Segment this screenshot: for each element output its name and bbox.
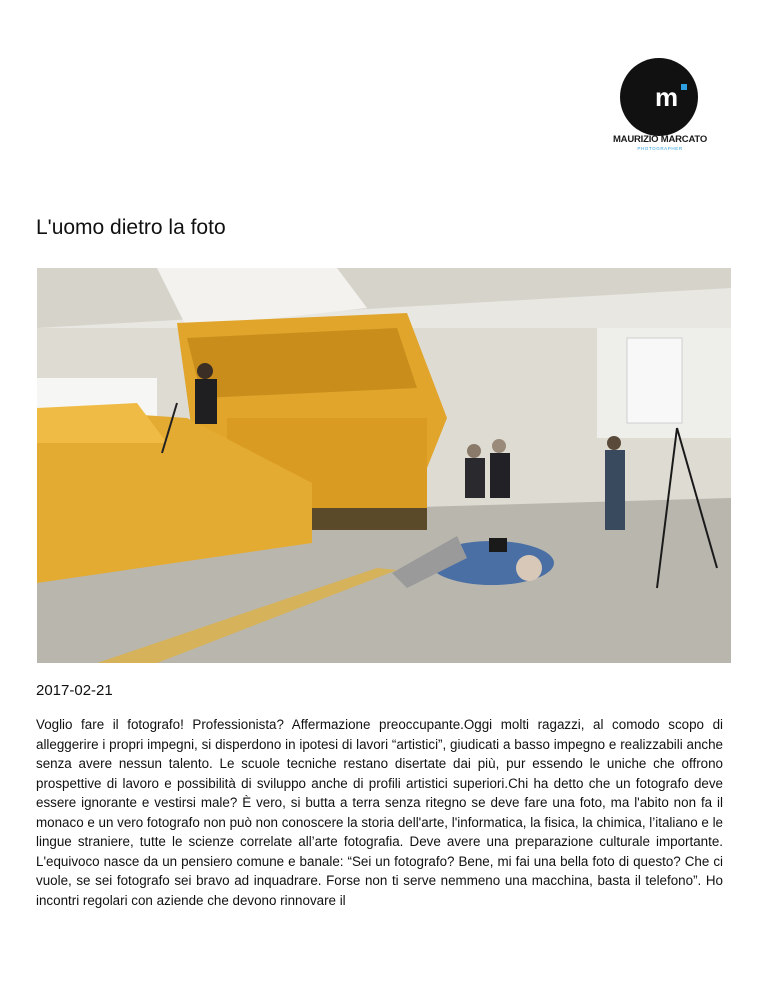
logo-name: MAURIZIO MARCATO [612,134,708,145]
person-on-machine-body [195,379,217,424]
person-1-head [467,444,481,458]
person-3-head [607,436,621,450]
person-2-body [490,453,510,498]
logo-tagline: PHOTOGRAPHER [637,146,683,151]
article-photo [37,268,731,663]
brand-logo [604,58,716,154]
article-body: Voglio fare il fotografo! Professionista? Affermazione preoccupante.Oggi molti ragazzi, al comodo scopo di alleggerire i propri impegni, si disperdono in ipotesi di lavori “artistici”, giudicati a basso impegno e realizzabili anche senza avere nessun talento. Le scuole tecniche restano disertate dai più, pur essendo le uniche che offrono prospettive di lavoro e possibilità di sviluppo anche di profili artistici superiori.Chi ha detto che un fotografo deve essere ignorante e vestirsi male? È vero, si butta a terra senza ritegno se deve fare una foto, ma l'abito non fa il monaco e un vero fotografo non può non conoscere la storia dell'arte, l'informatica, la fisica, la chimica, l’italiano e le lingue straniere, tutte le scienze correlate all’arte fotografia. Deve avere una preparazione culturale importante. L'equivoco nasce da un pensiero comune e banale: “Sei un fotografo? Bene, mi fai una bella foto di questo? Che ci vuole, se sei fotografo sei bravo ad inquadrare. Forse non ti serve nemmeno una macchina, basta il telefono”. Ho incontri regolari con aziende che devono rinnovare il [36,717,723,908]
camera [489,538,507,552]
article-date: 2017-02-21 [36,682,113,699]
logo-accent-square [681,84,687,90]
person-1-body [465,458,485,498]
logo-circle [620,58,698,136]
person-on-machine-head [197,363,213,379]
article-title: L'uomo dietro la foto [36,216,226,239]
photo-illustration [37,268,731,663]
machine-hopper-shadow [187,328,417,398]
logo-monogram [651,82,691,112]
person-3-body [605,450,625,530]
lying-photographer-head [516,555,542,581]
softbox [627,338,682,423]
logo-monogram-text: m [655,82,679,112]
person-2-head [492,439,506,453]
